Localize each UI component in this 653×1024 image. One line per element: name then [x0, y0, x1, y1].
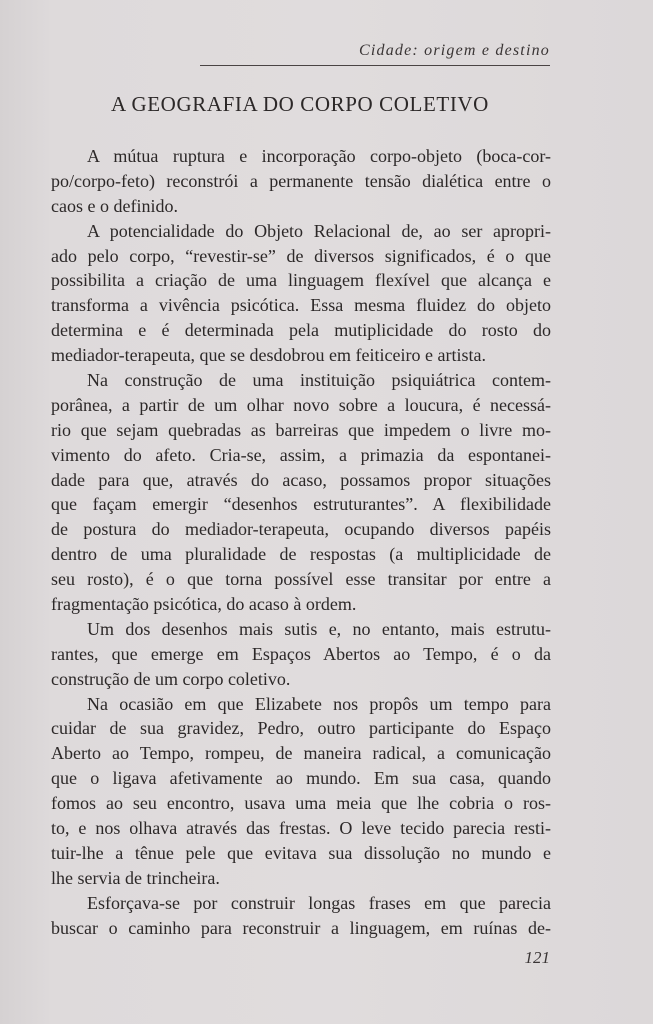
running-head: Cidade: origem e destino — [359, 42, 550, 59]
chapter-title: A GEOGRAFIA DO CORPO COLETIVO — [111, 92, 489, 116]
text-line: Um dos desenhos mais sutis e, no entanto, mais estrutu- — [87, 618, 551, 639]
text-line: lhe servia de trincheira. — [51, 867, 220, 888]
text-line: Esforçava-se por construir longas frases em que parecia — [87, 892, 551, 913]
text-line: A mútua ruptura e incorporação corpo-objeto (boca-cor- — [87, 146, 551, 166]
text-line: Aberto ao Tempo, rompeu, de maneira radical, a comunicação — [51, 743, 551, 764]
text-line: porânea, a partir de um olhar novo sobre a loucura, é necessá- — [51, 394, 551, 415]
text-line: possibilita a criação de uma linguagem flexível que alcança e — [51, 270, 551, 291]
text-line: rio que sejam quebradas as barreiras que impedem o livre mo- — [51, 419, 551, 440]
text-line: que o ligava afetivamente ao mundo. Em sua casa, quando — [51, 768, 551, 789]
body-text — [51, 144, 551, 941]
header-rule — [200, 65, 550, 66]
text-line: to, e nos olhava através das frestas. O leve tecido parecia resti- — [51, 818, 551, 839]
text-line: vimento do afeto. Cria-se, assim, a primazia da espontanei- — [51, 444, 551, 465]
text-line: Na ocasião em que Elizabete nos propôs um tempo para — [87, 693, 551, 714]
text-line: fomos ao seu encontro, usava uma meia que lhe cobria o ros- — [51, 793, 551, 814]
text-line: mediador-terapeuta, que se desdobrou em feiticeiro e artista. — [51, 345, 486, 366]
text-line: fragmentação psicótica, do acaso à ordem. — [51, 594, 357, 615]
text-line: A potencialidade do Objeto Relacional de, ao ser apropri- — [87, 220, 551, 241]
text-line: transforma a vivência psicótica. Essa mesma fluidez do objeto — [51, 295, 551, 316]
text-line: de postura do mediador-terapeuta, ocupando diversos papéis — [51, 519, 551, 540]
text-line: po/corpo-feto) reconstrói a permanente tensão dialética entre o — [51, 170, 551, 191]
text-line: que façam emergir “desenhos estruturantes”. A flexibilidade — [51, 494, 551, 515]
text-line: buscar o caminho para reconstruir a linguagem, em ruínas de- — [51, 917, 551, 938]
text-line: seu rosto), é o que torna possível esse transitar por entre a — [51, 569, 551, 590]
text-line: caos e o definido. — [51, 195, 178, 216]
text-line: Na construção de uma instituição psiquiátrica contem- — [87, 370, 551, 391]
text-line: ado pelo corpo, “revestir-se” de diversos significados, é o que — [51, 245, 551, 266]
text-line: tuir-lhe a tênue pele que evitava sua dissolução no mundo e — [51, 842, 551, 863]
text-line: rantes, que emerge em Espaços Abertos ao Tempo, é o da — [51, 643, 551, 664]
text-line: dentro de uma pluralidade de respostas (a multiplicidade de — [51, 544, 551, 565]
page-number: 121 — [524, 948, 550, 967]
text-line: cuidar de sua gravidez, Pedro, outro participante do Espaço — [51, 718, 551, 739]
text-line: dade para que, através do acaso, possamos propor situações — [51, 469, 551, 490]
text-line: construção de um corpo coletivo. — [51, 668, 291, 689]
text-line: determina e é determinada pela mutiplicidade do rosto do — [51, 320, 551, 341]
